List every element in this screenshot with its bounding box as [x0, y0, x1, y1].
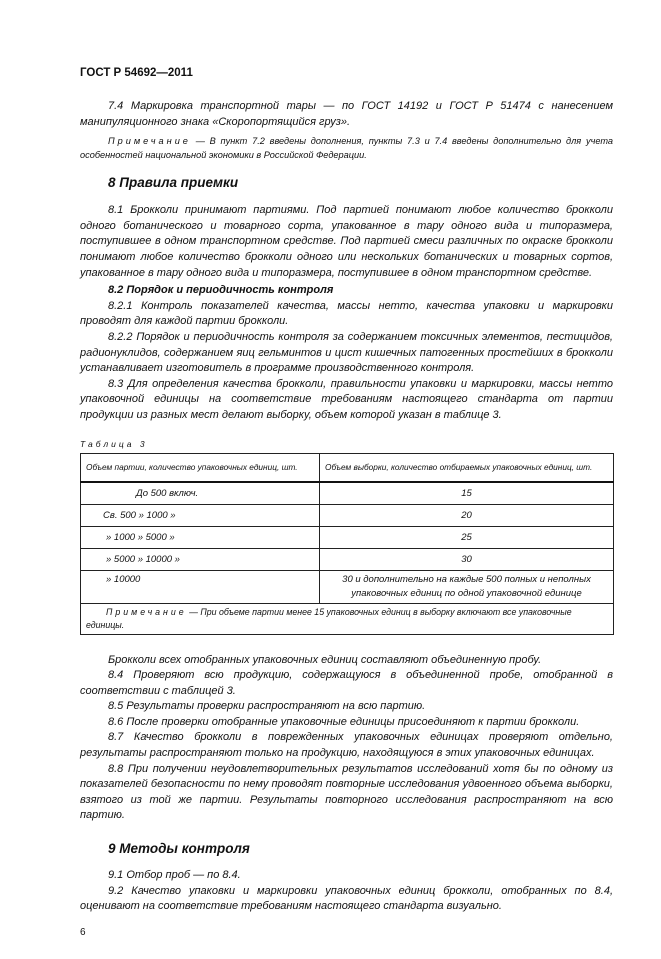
sample-size-cell: 30 [320, 548, 614, 570]
lot-size-cell: » 10000 [81, 570, 320, 603]
document-header: ГОСТ Р 54692—2011 [80, 67, 193, 79]
table-row [81, 526, 614, 548]
note-label: Примечание [108, 136, 191, 147]
table-row [81, 570, 614, 603]
paragraph-8-7: 8.7 Качество брокколи в поврежденных упаковочных единицах проверяют отдельно, результаты распространяют только на продукцию, находящуюся в этих упаковочных единицах. [80, 731, 613, 760]
table-header-row [81, 453, 614, 482]
lot-size-cell: » 1000 » 5000 » [81, 526, 320, 548]
header-cell: Объем партии, количество упаковочных единиц, шт. [81, 453, 320, 482]
table-note-text: — При объеме партии менее 15 упаковочных единиц в выборку включают все упаковочные единицы. [86, 606, 572, 630]
sample-size-cell: 15 [320, 482, 614, 505]
paragraph-pool: Брокколи всех отобранных упаковочных единиц составляют объединенную пробу. [108, 653, 542, 666]
lot-size-cell: Св. 500 » 1000 » [81, 504, 320, 526]
subsection-8-2-heading: 8.2 Порядок и периодичность контроля [108, 284, 334, 297]
table-row [81, 504, 614, 526]
paragraph-8-6: 8.6 После проверки отобранные упаковочные единицы присоединяют к партии брокколи. [108, 715, 580, 728]
sample-size-cell: 25 [320, 526, 614, 548]
sample-size-cell: 20 [320, 504, 614, 526]
page-number: 6 [80, 926, 86, 938]
paragraph-8-3: 8.3 Для определения качества брокколи, правильности упаковки и маркировки, массы нетто упаковочной единицы на соответствие требованиям настоящего стандарта от партии продукции из разных мест делают выборку, объем которой указан в таблице 3. [80, 377, 613, 421]
table-note [81, 603, 614, 634]
note-text: — В пункт 7.2 введены дополнения, пункты 7.3 и 7.4 введены дополнительно для учета особенностей национальной экономики в Российской Федерации. [80, 136, 613, 161]
table-note-row [81, 603, 614, 634]
table-label: Таблица 3 [80, 438, 148, 449]
note-7 [80, 134, 613, 162]
paragraph-9-2: 9.2 Качество упаковки и маркировки упаковочных единиц брокколи, отобранных по 8.4, оценивают на соответствие требованиям настоящего стандарта визуально. [80, 884, 613, 913]
paragraph-8-1: 8.1 Брокколи принимают партиями. Под партией понимают любое количество брокколи одного ботанического и товарного сорта, упакованное в тару одного вида и типоразмера, поступившее в одном транспортном средстве. Под партией смеси различных по окраске брокколи понимают любое количество брокколи одного или нескольких ботанических и товарных сортов, упакованное в тару одного вида и типоразмера, поступившее в одном транспортном средстве. [80, 204, 613, 279]
table-3 [80, 453, 614, 635]
paragraph-8-2-2: 8.2.2 Порядок и периодичность контроля за содержанием токсичных элементов, пестицидов, радионуклидов, содержанием яиц гельминтов и цист кишечных патогенных простейших в брокколи устанавливает изготовитель в программе производственного контроля. [80, 330, 613, 375]
lot-size-cell: » 5000 » 10000 » [81, 548, 320, 570]
sample-size-cell: 30 и дополнительно на каждые 500 полных и неполных упаковочных единиц по одной упаковочной единице [320, 570, 614, 603]
header-cell: Объем выборки, количество отбираемых упаковочных единиц, шт. [320, 453, 614, 482]
section-8-heading: 8 Правила приемки [108, 175, 239, 191]
lot-size-cell: До 500 включ. [81, 482, 320, 505]
paragraph-8-4: 8.4 Проверяют всю продукцию, содержащуюся в объединенной пробе, отобранной в соответствии с таблицей 3. [80, 669, 613, 697]
paragraph-8-2-1: 8.2.1 Контроль показателей качества, массы нетто, качества упаковки и маркировки проводят для каждой партии брокколи. [80, 299, 613, 328]
paragraph-7-4: 7.4 Маркировка транспортной тары — по ГОСТ 14192 и ГОСТ Р 51474 с нанесением манипуляционного знака «Скоропортящийся груз». [80, 100, 613, 128]
paragraph-8-5: 8.5 Результаты проверки распространяют на всю партию. [108, 700, 426, 713]
paragraph-8-8: 8.8 При получении неудовлетворительных результатов исследований хотя бы по одному из показателей безопасности по нему проводят повторные исследования удвоенного объема выборки, взятого из той же партии. Результаты повторного исследования распространяют на всю партию. [80, 762, 613, 822]
paragraph-9-1: 9.1 Отбор проб — по 8.4. [108, 869, 241, 882]
section-9-heading: 9 Методы контроля [108, 841, 250, 857]
table-row [81, 548, 614, 570]
table-note-label: Примечание [106, 606, 187, 617]
table-row [81, 482, 614, 505]
